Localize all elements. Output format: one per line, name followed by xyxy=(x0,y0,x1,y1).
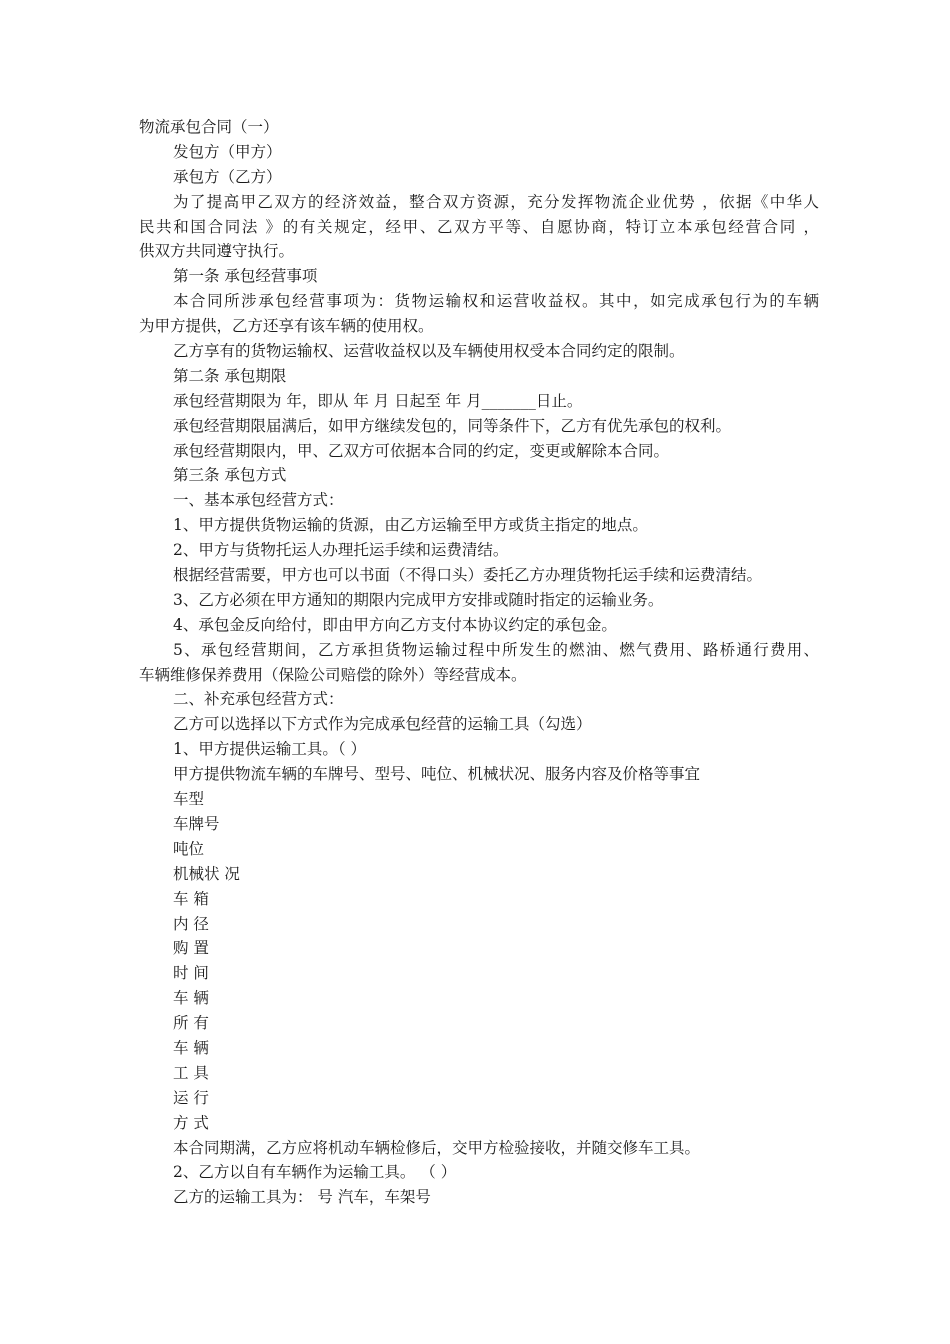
paragraph-line: 机械状 况 xyxy=(173,864,240,883)
paragraph-line: 3、乙方必须在甲方通知的期限内完成甲方安排或随时指定的运输业务。 xyxy=(173,590,664,609)
paragraph-line: 为甲方提供，乙方还享有该车辆的使用权。 xyxy=(139,317,434,336)
paragraph-line: 第二条 承包期限 xyxy=(173,366,287,385)
paragraph-line: 第三条 承包方式 xyxy=(173,466,287,485)
paragraph-line: 承包经营期限内，甲、乙双方可依据本合同的约定，变更或解除本合同。 xyxy=(173,441,670,460)
paragraph-line: 1、甲方提供货物运输的货源，由乙方运输至甲方或货主指定的地点。 xyxy=(173,516,648,535)
paragraph-line: 本合同期满，乙方应将机动车辆检修后，交甲方检验接收，并随交修车工具。 xyxy=(173,1138,701,1157)
paragraph-line: 时 间 xyxy=(173,964,209,983)
paragraph-line: 乙方可以选择以下方式作为完成承包经营的运输工具（勾选） xyxy=(173,715,592,734)
paragraph-line: 车牌号 xyxy=(173,814,220,833)
paragraph-line: 方 式 xyxy=(173,1113,209,1132)
paragraph-line: 甲方提供物流车辆的车牌号、型号、吨位、机械状况、服务内容及价格等事宜 xyxy=(173,765,701,784)
paragraph-line: 1、甲方提供运输工具。（ ） xyxy=(173,740,367,759)
paragraph-line: 承包经营期限为 年，即从 年 月 日起至 年 月_______日止。 xyxy=(173,391,583,410)
paragraph-line: 第一条 承包经营事项 xyxy=(173,267,318,286)
paragraph-line: 4、承包金反向给付，即由甲方向乙方支付本协议约定的承包金。 xyxy=(173,615,617,634)
paragraph-line: 车 辆 xyxy=(173,1038,209,1057)
paragraph-line: 吨位 xyxy=(173,839,205,858)
paragraph-line: 承包方（乙方） xyxy=(173,167,282,186)
paragraph-line: 工 具 xyxy=(173,1063,209,1082)
paragraph-line: 供双方共同遵守执行。 xyxy=(139,242,295,261)
contract-body xyxy=(139,140,819,1210)
paragraph-line: 为了提高甲乙双方的经济效益，整合双方资源，充分发挥物流企业优势 ，依据《中华人 xyxy=(173,192,819,211)
paragraph-line: 承包经营期限届满后，如甲方继续发包的，同等条件下，乙方有优先承包的权利。 xyxy=(173,416,732,435)
contract-page xyxy=(139,115,819,1210)
paragraph-line: 2、乙方以自有车辆作为运输工具。 （ ） xyxy=(173,1163,457,1182)
paragraph-line: 二、补充承包经营方式： xyxy=(173,690,344,709)
paragraph-line: 乙方的运输工具为： 号 汽车，车架号 xyxy=(173,1188,431,1207)
document-title: 物流承包合同（一） xyxy=(139,118,279,136)
paragraph-line: 所 有 xyxy=(173,1014,209,1033)
paragraph-line: 一、基本承包经营方式： xyxy=(173,491,344,510)
paragraph-line: 运 行 xyxy=(173,1088,209,1107)
paragraph-line: 2、甲方与货物托运人办理托运手续和运费清结。 xyxy=(173,541,509,560)
paragraph-line: 民共和国合同法 》的有关规定，经甲、乙双方平等、自愿协商，特订立本承包经营合同 ， xyxy=(139,217,819,236)
paragraph-line: 根据经营需要，甲方也可以书面（不得口头）委托乙方办理货物托运手续和运费清结。 xyxy=(173,566,763,585)
paragraph-line: 购 置 xyxy=(173,939,209,958)
paragraph-line: 车 辆 xyxy=(173,989,209,1008)
paragraph-line: 内 径 xyxy=(173,914,209,933)
paragraph-line: 发包方（甲方） xyxy=(173,142,282,161)
paragraph-line: 乙方享有的货物运输权、运营收益权以及车辆使用权受本合同约定的限制。 xyxy=(173,342,685,361)
paragraph-line: 本合同所涉承包经营事项为：货物运输权和运营收益权。其中，如完成承包行为的车辆 xyxy=(173,292,819,311)
paragraph-line: 车辆维修保养费用（保险公司赔偿的除外）等经营成本。 xyxy=(139,665,527,684)
paragraph-line: 车 箱 xyxy=(173,889,209,908)
paragraph-line: 车型 xyxy=(173,790,205,809)
paragraph-line: 5、承包经营期间，乙方承担货物运输过程中所发生的燃油、燃气费用、路桥通行费用、 xyxy=(173,640,819,659)
